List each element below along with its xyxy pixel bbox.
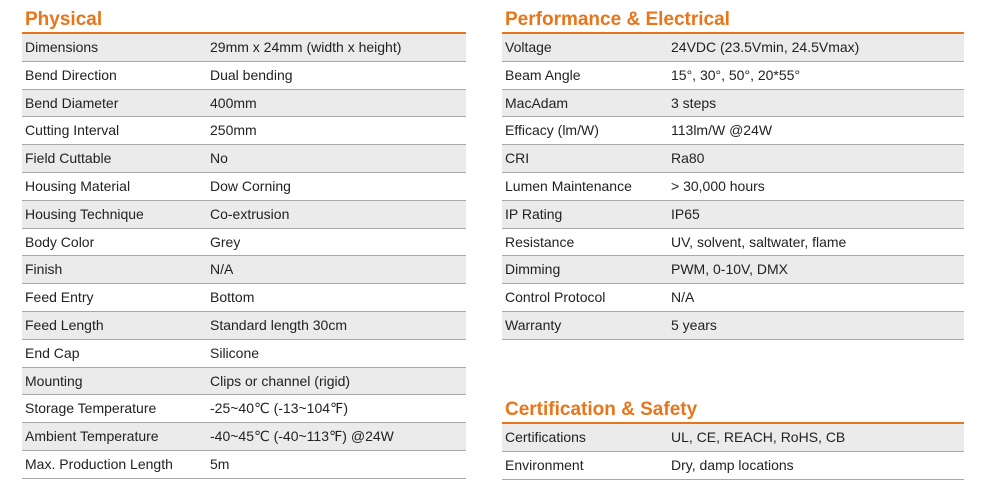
spec-row <box>502 34 964 62</box>
spec-label: Body Color <box>25 233 95 250</box>
spec-label: Feed Entry <box>25 289 94 306</box>
spec-row <box>22 201 466 229</box>
section-title-physical: Physical <box>25 9 103 30</box>
spec-value: Dry, damp locations <box>671 456 794 473</box>
spec-value: 3 steps <box>671 94 717 111</box>
spec-value: N/A <box>210 261 234 278</box>
spec-value: 5 years <box>671 316 717 333</box>
spec-label: CRI <box>505 150 530 167</box>
spec-value: 15°, 30°, 50°, 20*55° <box>671 66 801 83</box>
spec-row <box>502 62 964 90</box>
spec-row <box>502 145 964 173</box>
spec-label: Feed Length <box>25 316 104 333</box>
spec-label: Dimensions <box>25 39 99 55</box>
spec-label: Resistance <box>505 233 575 250</box>
spec-row <box>22 229 466 257</box>
spec-row <box>22 395 466 423</box>
spec-value: Bottom <box>210 289 255 306</box>
spec-label: Ambient Temperature <box>25 428 159 445</box>
spec-value: Standard length 30cm <box>210 316 347 333</box>
spec-row <box>502 173 964 201</box>
spec-row <box>22 368 466 396</box>
spec-value: > 30,000 hours <box>671 177 765 194</box>
spec-label: Finish <box>25 261 63 278</box>
spec-value: Dow Corning <box>210 177 291 194</box>
spec-row <box>502 256 964 284</box>
spec-row <box>502 424 964 452</box>
spec-label: Bend Direction <box>25 66 117 83</box>
spec-label: MacAdam <box>505 94 569 111</box>
spec-row <box>22 340 466 368</box>
spec-label: Housing Material <box>25 177 131 194</box>
spec-value: 250mm <box>210 122 257 139</box>
spec-row <box>22 117 466 145</box>
spec-label: Cutting Interval <box>25 122 120 139</box>
spec-row <box>502 90 964 118</box>
performance-section <box>502 8 964 340</box>
spec-value: Ra80 <box>671 150 705 167</box>
spec-row <box>502 284 964 312</box>
spec-value: -40~45℃ (-40~113℉) @24W <box>210 428 394 445</box>
spec-value: UV, solvent, saltwater, flame <box>671 233 847 250</box>
spec-value: UL, CE, REACH, RoHS, CB <box>671 429 846 445</box>
spec-row <box>22 62 466 90</box>
spec-value: 400mm <box>210 94 257 111</box>
spec-value: 24VDC (23.5Vmin, 24.5Vmax) <box>671 39 860 55</box>
spec-label: Efficacy (lm/W) <box>505 122 599 139</box>
spec-value: Co-extrusion <box>210 205 290 222</box>
section-title-certification: Certification & Safety <box>505 399 698 420</box>
spec-row <box>22 312 466 340</box>
spec-label: Max. Production Length <box>25 455 173 472</box>
spec-row <box>22 451 466 479</box>
spec-label: Field Cuttable <box>25 150 112 167</box>
spec-row <box>22 284 466 312</box>
spec-value: PWM, 0-10V, DMX <box>671 261 788 278</box>
spec-label: IP Rating <box>505 205 563 222</box>
spec-label: Dimming <box>505 261 561 278</box>
spec-value: Dual bending <box>210 66 293 83</box>
spec-label: Certifications <box>505 429 586 445</box>
spec-label: Beam Angle <box>505 66 581 83</box>
section-title-performance: Performance & Electrical <box>505 9 730 30</box>
spec-row <box>22 34 466 62</box>
spec-label: Housing Technique <box>25 205 144 222</box>
spec-label: Warranty <box>505 316 562 333</box>
spec-value: Silicone <box>210 344 260 361</box>
spec-value: 29mm x 24mm (width x height) <box>210 39 402 55</box>
spec-row <box>22 90 466 118</box>
spec-value: IP65 <box>671 205 700 222</box>
spec-row <box>502 117 964 145</box>
spec-label: Storage Temperature <box>25 400 157 417</box>
spec-row <box>502 229 964 257</box>
spec-value: No <box>210 150 228 167</box>
spec-row <box>22 145 466 173</box>
spec-label: Control Protocol <box>505 289 606 306</box>
spec-label: Environment <box>505 456 584 473</box>
spec-row <box>502 452 964 480</box>
spec-label: Bend Diameter <box>25 94 119 111</box>
spec-label: Voltage <box>505 39 552 55</box>
physical-section <box>22 8 466 479</box>
spec-row <box>22 423 466 451</box>
spec-row <box>22 256 466 284</box>
spec-value: 113lm/W @24W <box>671 122 773 139</box>
spec-row <box>22 173 466 201</box>
spec-value: -25~40℃ (-13~104℉) <box>210 400 349 417</box>
spec-label: Mounting <box>25 372 83 389</box>
spec-value: 5m <box>210 455 230 472</box>
spec-value: Grey <box>210 233 241 250</box>
spec-row <box>502 312 964 340</box>
spec-value: Clips or channel (rigid) <box>210 372 351 389</box>
spec-label: End Cap <box>25 344 80 361</box>
spec-label: Lumen Maintenance <box>505 177 632 194</box>
spec-value: N/A <box>671 289 695 306</box>
certification-section <box>502 398 964 480</box>
spec-row <box>502 201 964 229</box>
